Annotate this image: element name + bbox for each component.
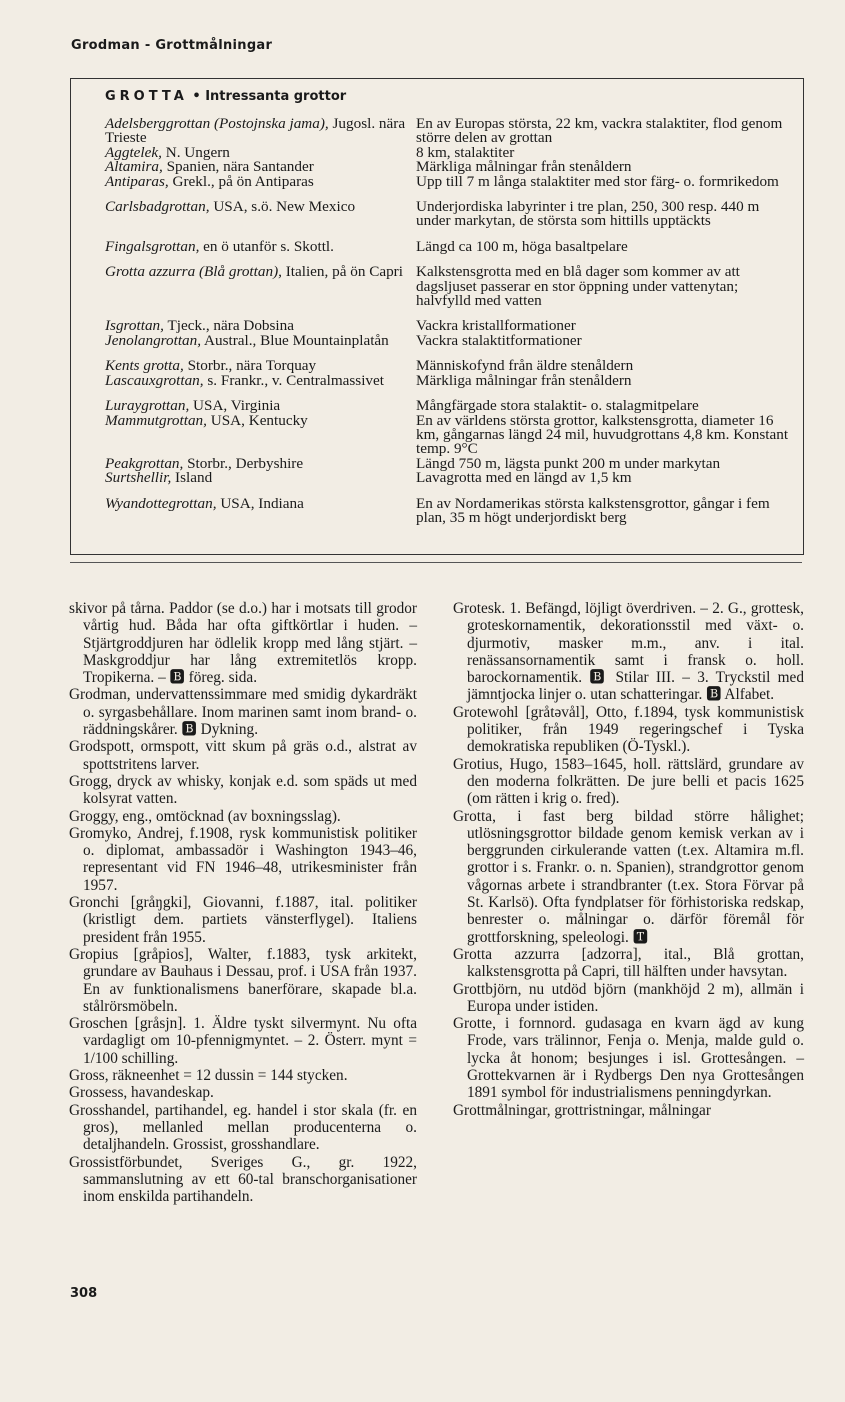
cave-title: Surtshellir, <box>105 469 172 487</box>
dictionary-entry: Gross, räkneenhet = 12 dussin = 144 stycken. <box>69 1067 348 1085</box>
cave-location: Island <box>171 469 213 487</box>
cave-name <box>105 117 416 146</box>
running-header: Grodman - Grottmålningar <box>71 38 273 53</box>
cave-description: Kalkstensgrotta med en blå dager som kommer av att dagsljuset passerar en stor öppning under vattenytan; halvfylld med vatten <box>416 263 740 310</box>
dictionary-entry: Grotewohl [gråtəvål], Otto, f.1894, tysk kommunistisk politiker, från 1949 regeringschef i Tyska demokratiska republiken (Ö-Tyskl.). <box>453 703 804 756</box>
cave-location: USA, Virginia <box>189 397 281 415</box>
cave-title: Aggtelek, <box>105 143 162 161</box>
cave-row <box>105 494 795 526</box>
grotta-info-box <box>70 78 804 555</box>
box-title-main: GROTTA <box>105 89 188 104</box>
cave-description: Längd 750 m, lägsta punkt 200 m under markytan <box>416 454 721 472</box>
cave-description: En av Nordamerikas största kalkstensgrottor, gångar i fem plan, 35 m högt underjordiskt berg <box>416 494 770 526</box>
box-divider <box>70 562 802 563</box>
cave-title: Wyandottegrottan, <box>105 494 217 512</box>
dictionary-entry: Groggy, eng., omtöcknad (av boxningsslag). <box>69 807 341 825</box>
cave-title: Carlsbadgrottan, <box>105 198 210 216</box>
cave-location: Storbr., Derbyshire <box>183 454 304 472</box>
cave-name <box>105 331 416 349</box>
cave-location: s. Frankr., v. Centralmassivet <box>203 371 384 389</box>
cave-title: Altamira, <box>105 158 163 176</box>
cave-location: Spanien, nära Santander <box>162 158 314 176</box>
cave-title: Jenolangrottan, <box>105 331 202 349</box>
cave-title: Adelsberggrottan (Postojnska jama), <box>105 115 329 132</box>
cave-location: Tjeck., nära Dobsina <box>163 317 294 335</box>
dictionary-entry: Grotta, i fast berg bildad större hålighet; utlösningsgrottor bildade genom kemisk verkan av i berggrunden cirkulerande vatten (t.ex. Altamira m.fl. grottor i s. Frankr. o. n. Spanien), strandgrottor genom vågornas arbete i strandbranter (t.ex. Stora Förvar på St. Karlsö). Ofta fyndplatser för förhistoriska redskap, benrester o. målningar o. därför föremål för grottforskning, speleologi. 🆃 <box>453 807 804 946</box>
cave-location: Grekl., på ön Antiparas <box>168 172 314 190</box>
cave-row <box>105 172 795 190</box>
dictionary-entry: Gromyko, Andrej, f.1908, rysk kommunistisk politiker o. diplomat, ambassadör i Washington 1943–46, representant vid FN 1946–48, utrikesminister från 1957. <box>69 824 417 894</box>
left-column <box>69 600 417 1205</box>
cave-location: Italien, på ön Capri <box>281 263 403 281</box>
dictionary-entry: Groschen [gråsjn]. 1. Äldre tyskt silvermynt. Nu ofta vardagligt om 10-pfennigmyntet. – 2. Österr. mynt = 1/100 schilling. <box>69 1015 417 1067</box>
cave-description: Längd ca 100 m, höga basaltpelare <box>416 237 628 255</box>
box-title <box>105 89 346 104</box>
cave-row <box>105 371 795 389</box>
cave-name <box>105 494 416 526</box>
dictionary-entry: Grottmålningar, grottristningar, målningar <box>453 1101 711 1119</box>
cave-description: En av världens största grottor, kalkstensgrotta, diameter 16 km, gångarnas längd 24 mil, huvudgrottans 4,8 km. Konstant temp. 9°C <box>416 411 789 458</box>
cave-row <box>105 331 795 349</box>
cave-description: Vackra stalaktitformationer <box>416 331 582 349</box>
dictionary-entry: Grotta azzurra [adzorra], ital., Blå grottan, kalkstensgrotta på Capri, till hälften under havsytan. <box>453 945 804 981</box>
cave-name <box>105 172 416 190</box>
cave-row <box>105 265 795 308</box>
cave-row <box>105 117 795 146</box>
cave-description: Underjordiska labyrinter i tre plan, 250, 300 resp. 440 m under markytan, de största som hittills upptäckts <box>416 198 760 230</box>
cave-description: Mångfärgade stora stalaktit- o. stalagmitpelare <box>416 397 699 415</box>
dictionary-entry: Gronchi [gråŋgki], Giovanni, f.1887, ital. politiker (kristligt dem. partiets vänsterflygel). Italiens president från 1955. <box>69 894 417 946</box>
dictionary-entry: Grossistförbundet, Sveriges G., gr. 1922, sammanslutning av ett 60-tal branschorganisationer inom enskilda partihandeln. <box>69 1153 417 1206</box>
cave-location: USA, Indiana <box>216 494 304 512</box>
cave-description: Människofynd från äldre stenåldern <box>416 357 634 375</box>
dictionary-entry: skivor på tårna. Paddor (se d.o.) har i motsats till grodor vårtig hud. Båda har ofta giftkörtlar i huden. – Stjärtgroddjuren har ödlelik kropp med lång stjärt. – Maskgroddjur har lång extremitetlös kropp. Tropikerna. – 🅱 föreg. sida. <box>69 600 417 687</box>
cave-location: N. Ungern <box>161 143 230 161</box>
cave-location: Jugosl. nära Trieste <box>105 115 406 147</box>
cave-title: Antiparas, <box>105 172 169 190</box>
cave-title: Luraygrottan, <box>105 397 190 415</box>
cave-title: Isgrottan, <box>105 317 164 335</box>
cave-row <box>105 237 795 255</box>
cave-description: Lavagrotta med en längd av 1,5 km <box>416 469 632 487</box>
right-column <box>453 600 804 1119</box>
dictionary-entry: Grotius, Hugo, 1583–1645, holl. rättslärd, grundare av den moderna folkrätten. De jure belli et pacis 1625 (om rätten i krig o. fred). <box>453 755 804 808</box>
cave-title: Lascauxgrottan, <box>105 371 204 389</box>
dictionary-entry: Grottbjörn, nu utdöd björn (mankhöjd 2 m), allmän i Europa under istiden. <box>453 980 804 1015</box>
cave-description: Vackra kristallformationer <box>416 317 576 335</box>
cave-title: Peakgrottan, <box>105 454 184 472</box>
cave-row <box>105 411 795 458</box>
cave-description: En av Europas största, 22 km, vackra stalaktiter, flod genom större delen av grottan <box>416 115 783 147</box>
cave-title: Mammutgrottan, <box>105 411 207 429</box>
cave-title: Kents grotta, <box>105 357 184 375</box>
cave-name <box>105 471 416 485</box>
cave-description: Märkliga målningar från stenåldern <box>416 158 632 176</box>
cave-location: USA, s.ö. New Mexico <box>209 198 356 216</box>
cave-description: 8 km, stalaktiter <box>416 143 515 161</box>
dictionary-entry: Grossess, havandeskap. <box>69 1084 214 1102</box>
cave-name <box>105 265 416 308</box>
dictionary-entry: Grotte, i fornnord. gudasaga en kvarn ägd av kung Frode, vars trälinnor, Fenja o. Menja, malde guld o. lycka åt honom; besjunges i isl. Grottesången. – Grottekvarnen är i Rydbergs Den nya Grottesången 1891 symbol för industrialismens penningdyrkan. <box>453 1015 804 1102</box>
cave-description: Upp till 7 m långa stalaktiter med stor färg- o. formrikedom <box>416 172 779 190</box>
cave-name <box>105 200 416 229</box>
cave-row <box>105 200 795 229</box>
dictionary-entry: Grosshandel, partihandel, eg. handel i stor skala (fr. en gros), mellanled mellan producenterna o. detaljhandeln. Grossist, grosshandlare. <box>69 1101 417 1154</box>
dictionary-entry: Grodspott, ormspott, vitt skum på gräs o.d., alstrat av spottstritens larver. <box>69 738 417 773</box>
box-title-sub: • Intressanta grottor <box>192 89 347 104</box>
cave-title: Fingalsgrottan, <box>105 237 200 255</box>
page-number: 308 <box>70 1286 98 1301</box>
cave-location: Austral., Blue Mountainplatån <box>201 331 389 349</box>
cave-list <box>105 117 795 525</box>
dictionary-entry: Grogg, dryck av whisky, konjak e.d. som späds ut med kolsyrat vatten. <box>69 772 417 808</box>
dictionary-entry: Grotesk. 1. Befängd, löjligt överdriven. – 2. G., grottesk, groteskornamentik, dekorationsstil med växt- o. djurmotiv, masker m.m., anv. i ital. renässansornamentik samt i fransk o. holl. barockornamentik. 🅱 Stilar III. – 3. Tryckstil med jämntjocka linjer o. utan schatteringar. 🅱 Alfabet. <box>453 600 804 704</box>
cave-name <box>105 411 416 457</box>
cave-name <box>105 371 416 389</box>
cave-location: Storbr., nära Torquay <box>183 357 317 375</box>
cave-title: Grotta azzurra (Blå grottan), <box>105 263 282 281</box>
cave-row <box>105 471 795 485</box>
dictionary-entry: Gropius [gråpios], Walter, f.1883, tysk arkitekt, grundare av Bauhaus i Dessau, prof. i USA från 1937. En av funktionalismens banerförare, skapade bl.a. stålrörsmöbeln. <box>69 945 417 1015</box>
dictionary-entry: Grodman, undervattenssimmare med smidig dykardräkt o. syrgasbehållare. Inom marinen samt inom brand- o. räddningskårer. 🅱 Dykning. <box>69 686 417 739</box>
cave-location: en ö utanför s. Skottl. <box>199 237 334 255</box>
cave-description: Märkliga målningar från stenåldern <box>416 371 632 389</box>
cave-name <box>105 237 416 255</box>
cave-location: USA, Kentucky <box>206 411 308 429</box>
